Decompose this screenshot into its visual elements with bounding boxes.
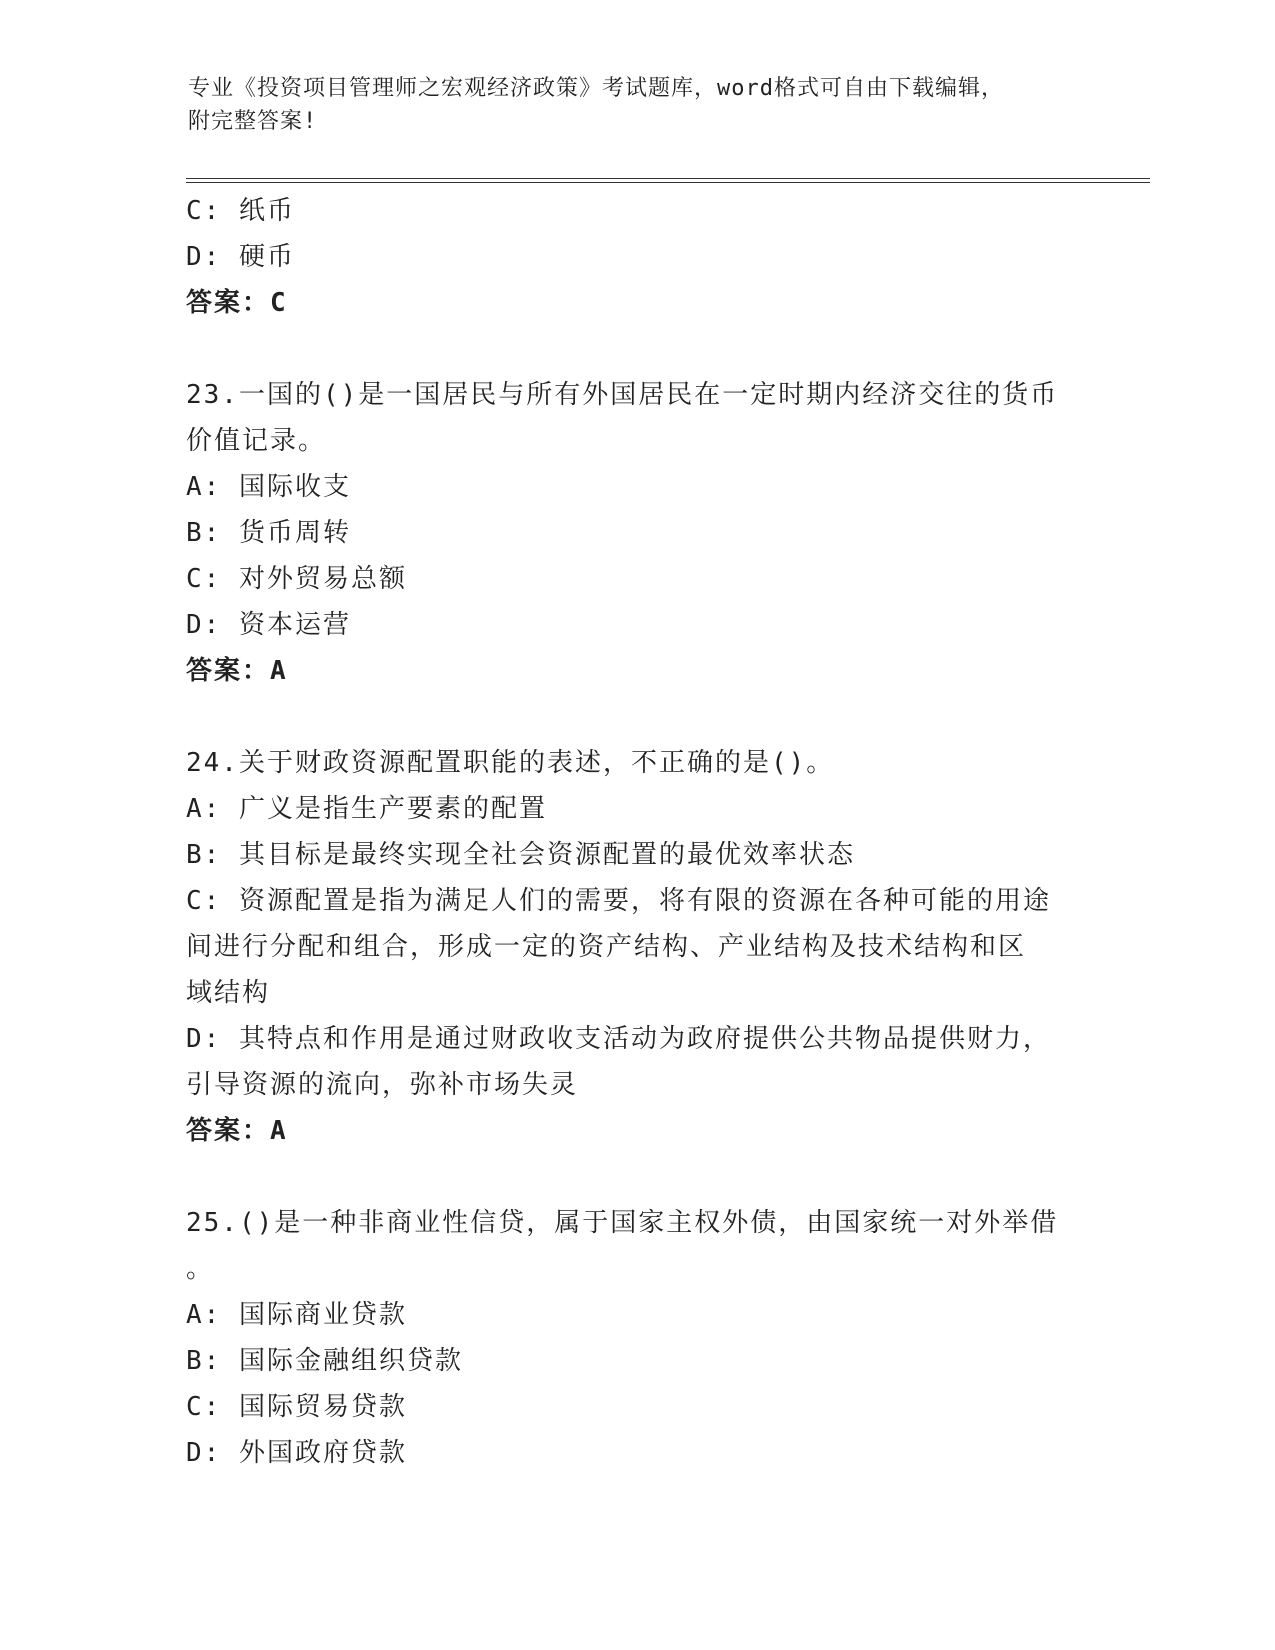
option-d: D: 资本运营 [186, 610, 351, 640]
question-stem-line: 25.()是一种非商业性信贷，属于国家主权外债，由国家统一对外举借 [186, 1208, 1059, 1238]
option-a: A: 国际商业贷款 [186, 1300, 407, 1330]
option-b: B: 其目标是最终实现全社会资源配置的最优效率状态 [186, 840, 855, 870]
option-c: C: 资源配置是指为满足人们的需要，将有限的资源在各种可能的用途 [186, 886, 1051, 916]
question-24 [186, 740, 1086, 1154]
header-line: 附完整答案! [188, 109, 318, 134]
header-divider-top [186, 178, 1150, 179]
option-b: B: 国际金融组织贷款 [186, 1346, 463, 1376]
question-stem-line: 价值记录。 [186, 426, 327, 456]
answer-line: 答案：C [186, 288, 288, 318]
question-25 [186, 1200, 1086, 1476]
question-stem-line: 。 [186, 1254, 215, 1284]
document-header [188, 72, 1068, 138]
option-c: C: 国际贸易贷款 [186, 1392, 407, 1422]
option-c-continued: 域结构 [186, 978, 271, 1008]
question-stem-line: 23.一国的()是一国居民与所有外国居民在一定时期内经济交往的货币 [186, 380, 1059, 410]
question-23 [186, 372, 1086, 694]
option-d: D: 硬币 [186, 242, 295, 272]
option-c-continued: 间进行分配和组合，形成一定的资产结构、产业结构及技术结构和区 [186, 932, 1027, 962]
option-b: B: 货币周转 [186, 518, 351, 548]
option-a: A: 国际收支 [186, 472, 351, 502]
option-d: D: 外国政府贷款 [186, 1438, 407, 1468]
option-c: C: 纸币 [186, 196, 295, 226]
question-fragment [186, 188, 1086, 326]
option-c: C: 对外贸易总额 [186, 564, 407, 594]
document-body [186, 188, 1086, 1476]
question-stem-line: 24.关于财政资源配置职能的表述，不正确的是()。 [186, 748, 835, 778]
option-d: D: 其特点和作用是通过财政收支活动为政府提供公共物品提供财力， [186, 1024, 1051, 1054]
header-divider-bottom [186, 182, 1150, 183]
option-d-continued: 引导资源的流向，弥补市场失灵 [186, 1070, 579, 1100]
header-line: 专业《投资项目管理师之宏观经济政策》考试题库，word格式可自由下载编辑， [188, 76, 1004, 101]
answer-line: 答案：A [186, 1116, 288, 1146]
answer-line: 答案：A [186, 656, 288, 686]
option-a: A: 广义是指生产要素的配置 [186, 794, 547, 824]
